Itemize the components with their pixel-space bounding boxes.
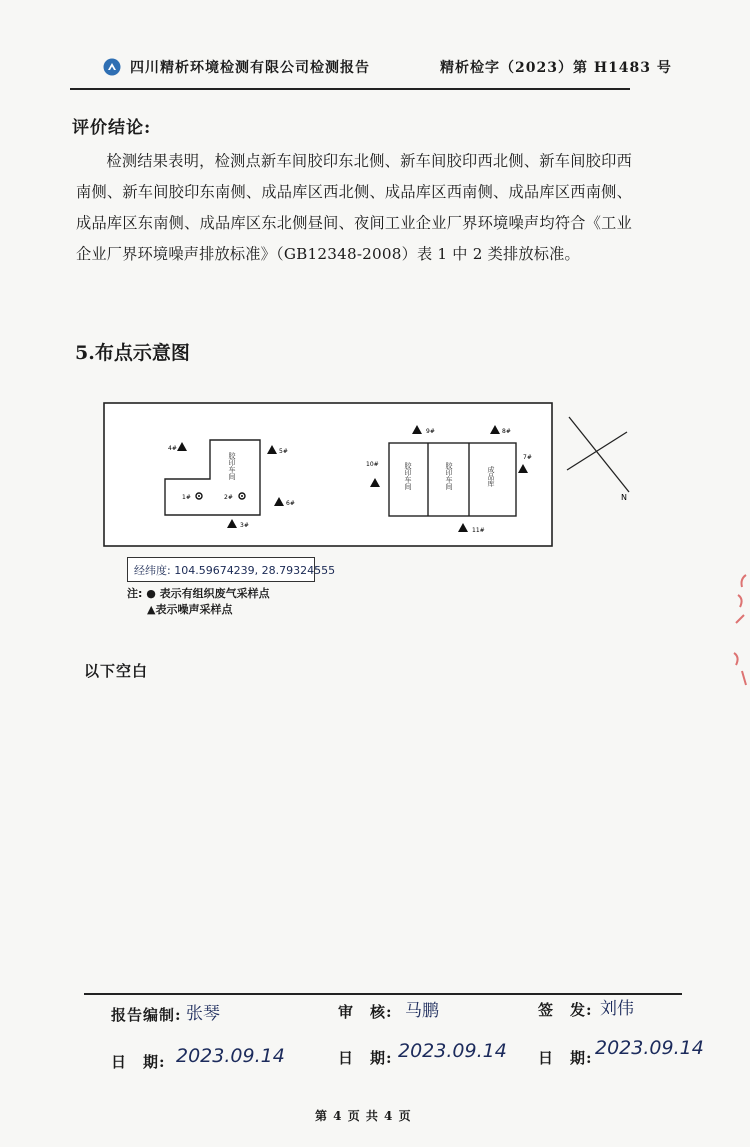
header-divider xyxy=(70,88,630,90)
point-label-10: 10# xyxy=(366,461,379,468)
building-label-r2: 胶印车间 xyxy=(445,462,453,490)
evaluation-body: 检测结果表明，检测点新车间胶印东北侧、新车间胶印西北侧、新车间胶印西南侧、新车间胶印东南侧、成品库区西北侧、成品库区西南侧、成品库区西南侧、成品库区东南侧、成品库区东北侧昼间、夜间工业企业厂界环境噪声均符合《工业企业厂界环境噪声排放标准》（GB12348-2008）表 1 中 2 类排放标准。 xyxy=(76,152,632,263)
company-logo-icon xyxy=(103,58,121,76)
date-label-1: 日 期: xyxy=(111,1053,166,1071)
point-label-9: 9# xyxy=(426,428,435,435)
layout-section-heading: 5.布点示意图 xyxy=(75,342,190,364)
header-report-number: 精析检字（2023）第 H1483 号 xyxy=(440,60,672,76)
legend-noise-point: ▲表示噪声采样点 xyxy=(147,603,233,616)
approver-label: 签 发: xyxy=(538,1001,593,1019)
point-label-4: 4# xyxy=(168,445,177,452)
north-arrow-icon xyxy=(569,417,629,492)
point-label-3: 3# xyxy=(240,522,249,529)
blank-below-note: 以下空白 xyxy=(84,662,149,680)
date-value-2: 2023.09.14 xyxy=(398,1040,507,1062)
reviewer-signature: 马鹏 xyxy=(405,1001,439,1021)
compiler-signature: 张琴 xyxy=(186,1004,220,1024)
coordinates-text: 经纬度: 104.59674239, 28.79324555 xyxy=(134,564,336,577)
signature-divider xyxy=(84,993,682,995)
date-value-3: 2023.09.14 xyxy=(595,1037,704,1059)
building-label-left: 胶印车间 xyxy=(228,452,236,480)
approver-signature: 刘伟 xyxy=(600,999,634,1019)
point-label-2: 2# xyxy=(224,494,233,501)
seal-fragment xyxy=(726,565,750,695)
reviewer-label: 审 核: xyxy=(338,1003,393,1021)
date-label-2: 日 期: xyxy=(338,1049,393,1067)
point-label-7: 7# xyxy=(523,454,532,461)
header-company-report: 四川精析环境检测有限公司检测报告 xyxy=(130,60,370,76)
point-label-8: 8# xyxy=(502,428,511,435)
legend-gas-point: 注: ● 表示有组织废气采样点 xyxy=(127,587,270,600)
building-label-r1: 胶印车间 xyxy=(404,462,412,490)
north-label: N xyxy=(621,493,627,502)
point-label-6: 6# xyxy=(286,500,295,507)
building-label-r3: 成品库 xyxy=(487,466,495,487)
date-value-1: 2023.09.14 xyxy=(176,1045,285,1067)
page-footer: 第 4 页 共 4 页 xyxy=(315,1109,412,1123)
evaluation-heading: 评价结论: xyxy=(72,118,152,138)
compiler-label: 报告编制: xyxy=(111,1006,182,1024)
point-label-1: 1# xyxy=(182,494,191,501)
point-label-5: 5# xyxy=(279,448,288,455)
point-label-11: 11# xyxy=(472,527,485,534)
date-label-3: 日 期: xyxy=(538,1049,593,1067)
site-boundary xyxy=(104,403,552,546)
